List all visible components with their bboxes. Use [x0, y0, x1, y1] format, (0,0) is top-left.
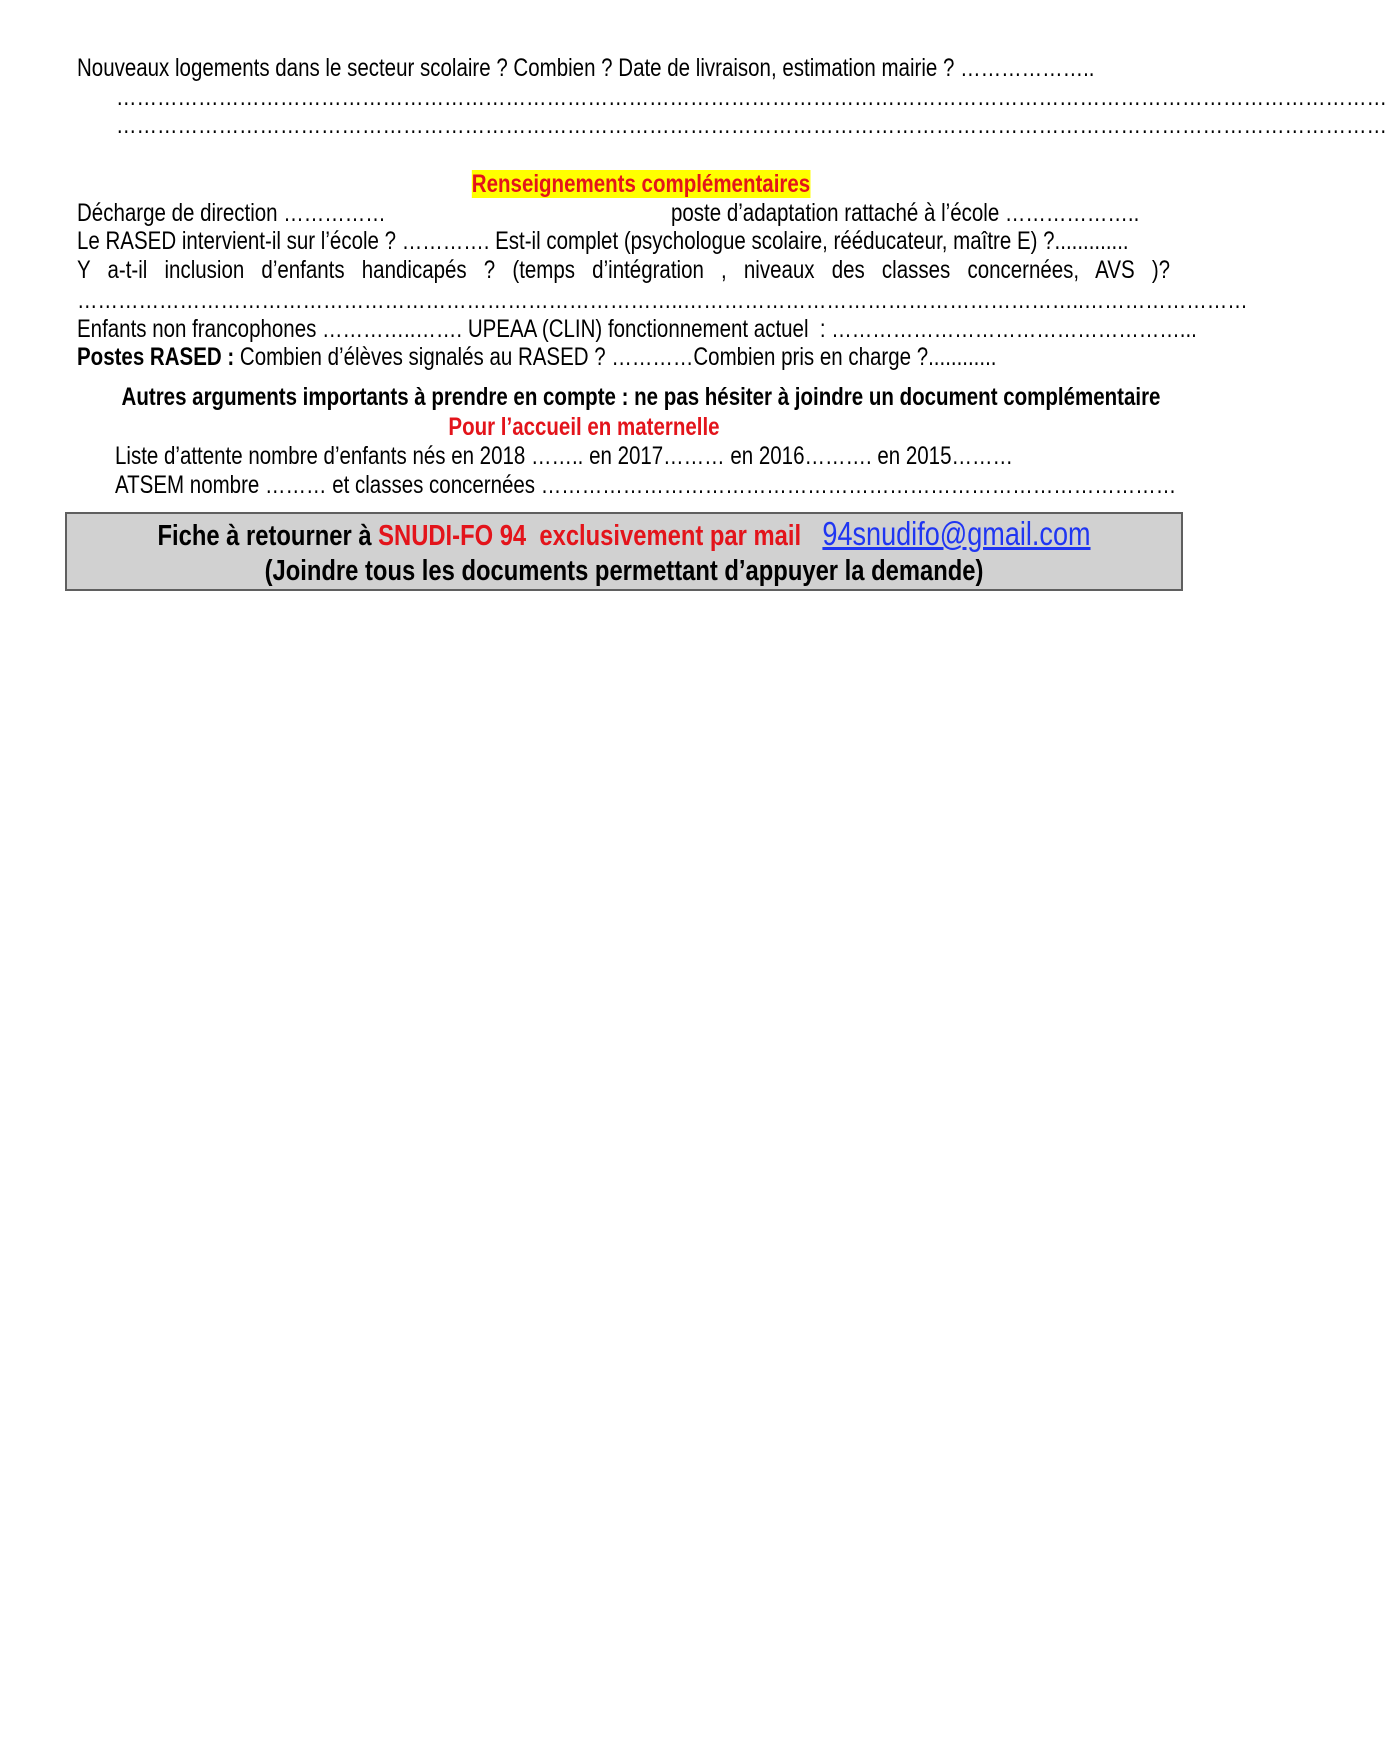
- adaptation-post-field: poste d’adaptation rattaché à l’école ………………..: [670, 199, 1139, 227]
- waiting-list-field: Liste d’attente nombre d’enfants nés en 2018 …….. en 2017……… en 2016………. en 2015………: [114, 442, 1013, 470]
- additional-info-heading: Renseignements complémentaires: [471, 170, 811, 198]
- return-prefix: Fiche à retourner à: [157, 520, 379, 552]
- inclusion-answer-line: ……………………………………………………………………………..…………………………………………………..……………………: [76, 285, 1248, 314]
- housing-answer-line-1: ……………………………………………………………………………………………………………………………………………………………………: [116, 82, 1387, 111]
- housing-answer-line-2: ……………………………………………………………………………………………………………………………………………………………………: [116, 111, 1387, 139]
- email-link[interactable]: 94snudifo@gmail.com: [822, 515, 1091, 552]
- rased-posts-label: Postes RASED :: [76, 343, 234, 371]
- non-francophone-field: Enfants non francophones …………..……. UPEAA (CLIN) fonctionnement actuel : ……………………………………………...: [76, 315, 1197, 343]
- housing-question: Nouveaux logements dans le secteur scolaire ? Combien ? Date de livraison, estimation mairie ? ………………..: [76, 54, 1094, 82]
- atsem-field: ATSEM nombre ……… et classes concernées …………………………………………………………………………………: [114, 471, 1176, 499]
- rased-posts-question: Combien d’élèves signalés au RASED ? …………Combien pris en charge ?............: [233, 343, 996, 371]
- other-arguments-heading: Autres arguments importants à prendre en compte : ne pas hésiter à joindre un document complémentaire: [121, 383, 1161, 411]
- rased-intervention-question: Le RASED intervient-il sur l’école ? …………. Est-il complet (psychologue scolaire, rééducateur, maître E) ?.............: [76, 227, 1129, 255]
- return-instruction-line: [157, 517, 1090, 553]
- union-recipient: SNUDI-FO 94 exclusivement par mail: [378, 520, 802, 552]
- attach-documents-note: (Joindre tous les documents permettant d’appuyer la demande): [264, 554, 984, 587]
- direction-discharge-field: Décharge de direction ……………: [76, 199, 386, 227]
- rased-posts-line: [77, 343, 996, 371]
- inclusion-question: Y a-t-il inclusion d’enfants handicapés ? (temps d’intégration , niveaux des classes concernées, AVS )?: [76, 256, 1170, 284]
- kindergarten-heading: Pour l’accueil en maternelle: [448, 413, 720, 441]
